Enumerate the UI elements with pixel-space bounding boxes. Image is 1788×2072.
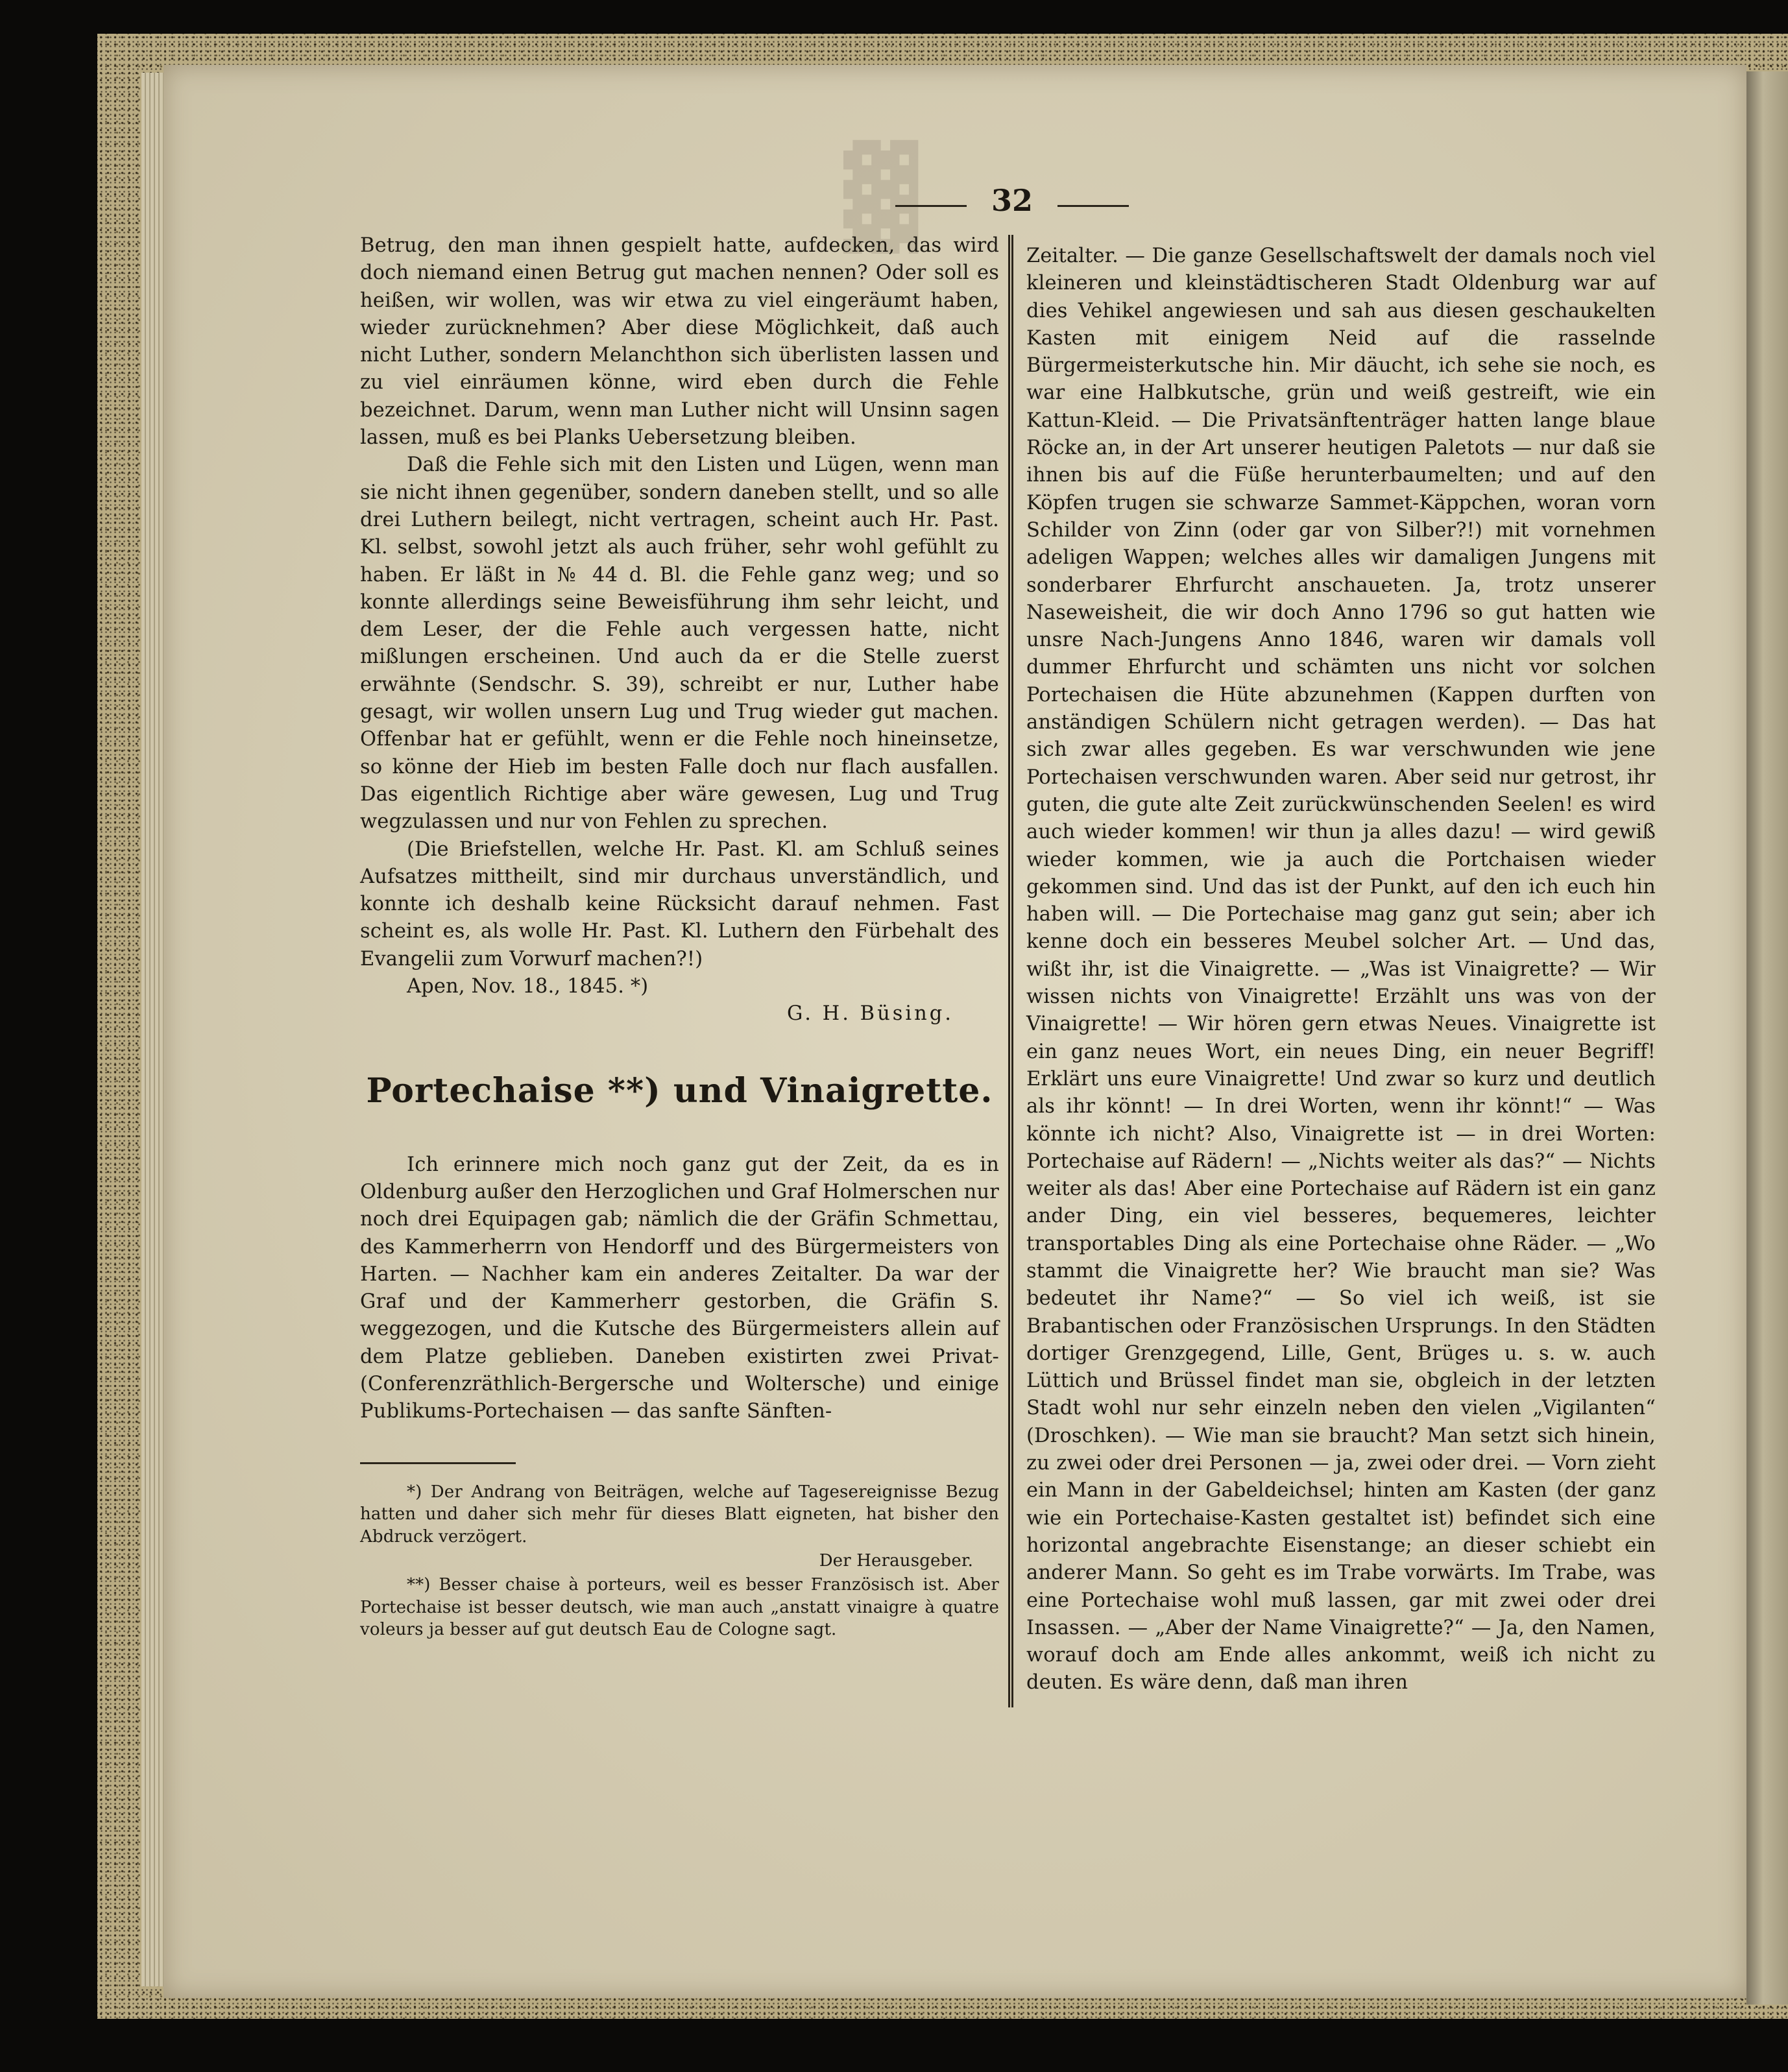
right-page-edge [1746,71,1788,2005]
footnote-rule [360,1462,516,1464]
right-paragraph: Zeitalter. — Die ganze Gesellschaftswelt der damals noch viel kleineren und kleinstädtischeren Stadt Oldenburg war auf dies Vehikel angewiesen und sah aus diesen geschaukelten Kasten mit einigem Neid auf die rasselnde Bürgermeisterkutsche hin. Mir däucht, ich sehe sie noch, es war eine Halbkutsche, grün und weiß gestreift, wie ein Kattun-Kleid. — Die Privatsänftenträger hatten lange blaue Röcke an, in der Art unserer heutigen Paletots — nur daß sie ihnen bis auf die Füße herunterbaumelten; und auf den Köpfen trugen sie schwarze Sammet-Käppchen, woran vorn Schilder von Zinn (oder gar von Silber?!) mit vornehmen adeligen Wappen; welches alles wir damaligen Jungens mit sonderbarer Ehrfurcht anschaueten. Ja, trotz unserer Naseweisheit, die wir doch Anno 1796 so gut hatten wie unsre Nach-Jungens Anno 1846, waren wir damals voll dummer Ehrfurcht und schämten uns nicht vor solchen Portechaisen die Hüte abzunehmen (Kappen durften von anständigen Schülern nicht getragen werden). — Das hat sich zwar alles gegeben. Es war verschwunden wie jene Portechaisen verschwunden waren. Aber seid nur getrost, ihr guten, die gute alte Zeit zurückwünschenden Seelen! es wird auch wieder kommen! wir thun ja alles dazu! — wird gewiß wieder kommen, wie ja auch die Portchaisen wieder gekommen sind. Und das ist der Punkt, auf den ich euch hin haben will. — Die Portechaise mag ganz gut sein; aber ich kenne doch ein besseres Meubel solcher Art. — Und das, wißt ihr, ist die Vinaigrette. — „Was ist Vinaigrette? — Wir wissen nichts von Vinaigrette! Erzählt uns was von der Vinaigrette! — Wir hören gern etwas Neues. Vinaigrette ist ein ganz neues Wort, ein neues Ding, ein neuer Begriff! Erklärt uns eure Vinaigrette! Und zwar so kurz und deutlich als ihr könnt! — In drei Worten, wenn ihr könnt!“ — Was könnte ich nicht? Also, Vinaigrette ist — in drei Worten: Portechaise auf Rädern! — „Nichts weiter als das?“ — Nichts weiter als das! Aber eine Portechaise auf Rädern ist ein ganz ander Ding, ein viel besseres, bequemeres, leichter transportables Ding als eine Portechaise ohne Räder. — „Wo stammt die Vinaigrette her? Wie braucht man sie? Was bedeutet ihr Name?“ — So viel ich weiß, ist sie Brabantischen oder Französischen Ursprungs. In den Städten dortiger Grenzgegend, Lille, Gent, Brüges u. s. w. auch Lüttich und Brüssel findet man sie, obgleich in der letzten Stadt wohl nur sehr einzeln neben den vielen „Vigilanten“ (Droschken). — Wie man sie braucht? Man setzt sich hinein, zu zwei oder drei Personen — ja, zwei oder drei. — Vorn zieht ein Mann in der Gabeldeichsel; hinten am Kasten (der ganz wie ein Portechaise-Kasten gestaltet ist) befindet sich eine horizontal angebrachte Eisenstange; an dieser schiebt ein anderer Mann. So geht es im Trabe vorwärts. Im Trabe, was eine Portechaise wohl muß lassen, gar mit zwei oder drei Insassen. — „Aber der Name Vinaigrette?“ — Ja, den Namen, worauf doch am Ende alles ankommt, weiß ich nicht zu deuten. Es wäre denn, daß man ihren [1026,245,1656,1694]
section-title: Portechaise **) und Vinaigrette. [366,1070,993,1111]
page-number: 32 [895,183,1129,228]
show-through-heading: ▓ [843,139,924,254]
paragraph-3: (Die Briefstellen, welche Hr. Past. Kl. am Schluß seines Aufsatzes mittheilt, sind mir durchaus unverständlich, und konnte ich deshalb keine Rücksicht darauf nehmen. Fast scheint es, als wolle Hr. Past. Kl. Luthern den Fürbehalt des Evangelii zum Vorwurf machen?!) [360,837,999,970]
footnote-2: **) Besser chaise à porteurs, weil es besser Französisch ist. Aber Portechaise ist besser deutsch, wie man auch „anstatt vinaigre à quatre voleurs ja besser auf gut deutsch Eau de Cologne sagt. [360,1575,999,1640]
footnote-1-sign: Der Herausgeber. [819,1551,973,1571]
column-divider [1008,235,1013,1707]
article-paragraph: Ich erinnere mich noch ganz gut der Zeit, da es in Oldenburg außer den Herzoglichen und Graf Holmerschen nur noch drei Equipagen gab; nämlich die der Gräfin Schmettau, des Kammerherrn von Hendorff und des Bürgermeisters von Harten. — Nachher kam ein anderes Zeitalter. Da war der Graf und der Kammerherr gestorben, die Gräfin S. weggezogen, und die Kutsche des Bürgermeisters allein auf dem Platze geblieben. Daneben existirten zwei Privat- (Conferenzräthlich-Bergersche und Woltersche) und einige Publikums-Portechaisen — das sanfte Sänften- [360,1153,999,1423]
footnote-1: *) Der Andrang von Beiträgen, welche auf Tagesereignisse Bezug hatten und daher sich mehr für dieses Blatt eigneten, hat bisher den Abdruck verzögert. [360,1482,999,1547]
paragraph-2: Daß die Fehle sich mit den Listen und Lügen, wenn man sie nicht ihnen gegenüber, sondern daneben stellt, und so alle drei Luthern beilegt, nicht vertragen, scheint auch Hr. Past. Kl. selbst, sowohl jetzt als auch früher, sehr wohl gefühlt zu haben. Er läßt in № 44 d. Bl. die Fehle ganz weg; und so konnte allerdings seine Beweisführung ihm sehr leicht, und dem Leser, der die Fehle auch vergessen hatte, nicht mißlungen erscheinen. Und auch da er die Stelle zuerst erwähnte (Sendschr. S. 39), schreibt er nur, Luther habe gesagt, wir wollen unsern Lug und Trug wieder gut machen. Offenbar hat er gefühlt, wenn er die Fehle noch hineinsetze, so könne der Hieb im besten Falle doch nur flach ausfallen. Das eigentlich Richtige aber wäre gewesen, Lug und Trug wegzulassen und nur von Fehlen zu sprechen. [360,453,999,834]
paragraph-1: Betrug, den man ihnen gespielt hatte, aufdecken, das wird doch niemand einen Betrug gut machen nennen? Oder soll es heißen, wir wollen, was wir etwa zu viel eingeräumt haben, wieder zurücknehmen? Aber diese Möglichkeit, daß auch nicht Luther, sondern Melanchthon sich überlisten lassen und zu viel einräumen könne, wird eben durch die Fehle bezeichnet. Darum, wenn man Luther nicht will Unsinn sagen lassen, muß es bei Planks Uebersetzung bleiben. [360,234,999,450]
author-signature: G. H. Büsing. [787,1002,954,1026]
right-column [1026,243,1656,1697]
dateline: Apen, Nov. 18., 1845. *) [407,975,649,998]
left-column [360,232,999,1641]
